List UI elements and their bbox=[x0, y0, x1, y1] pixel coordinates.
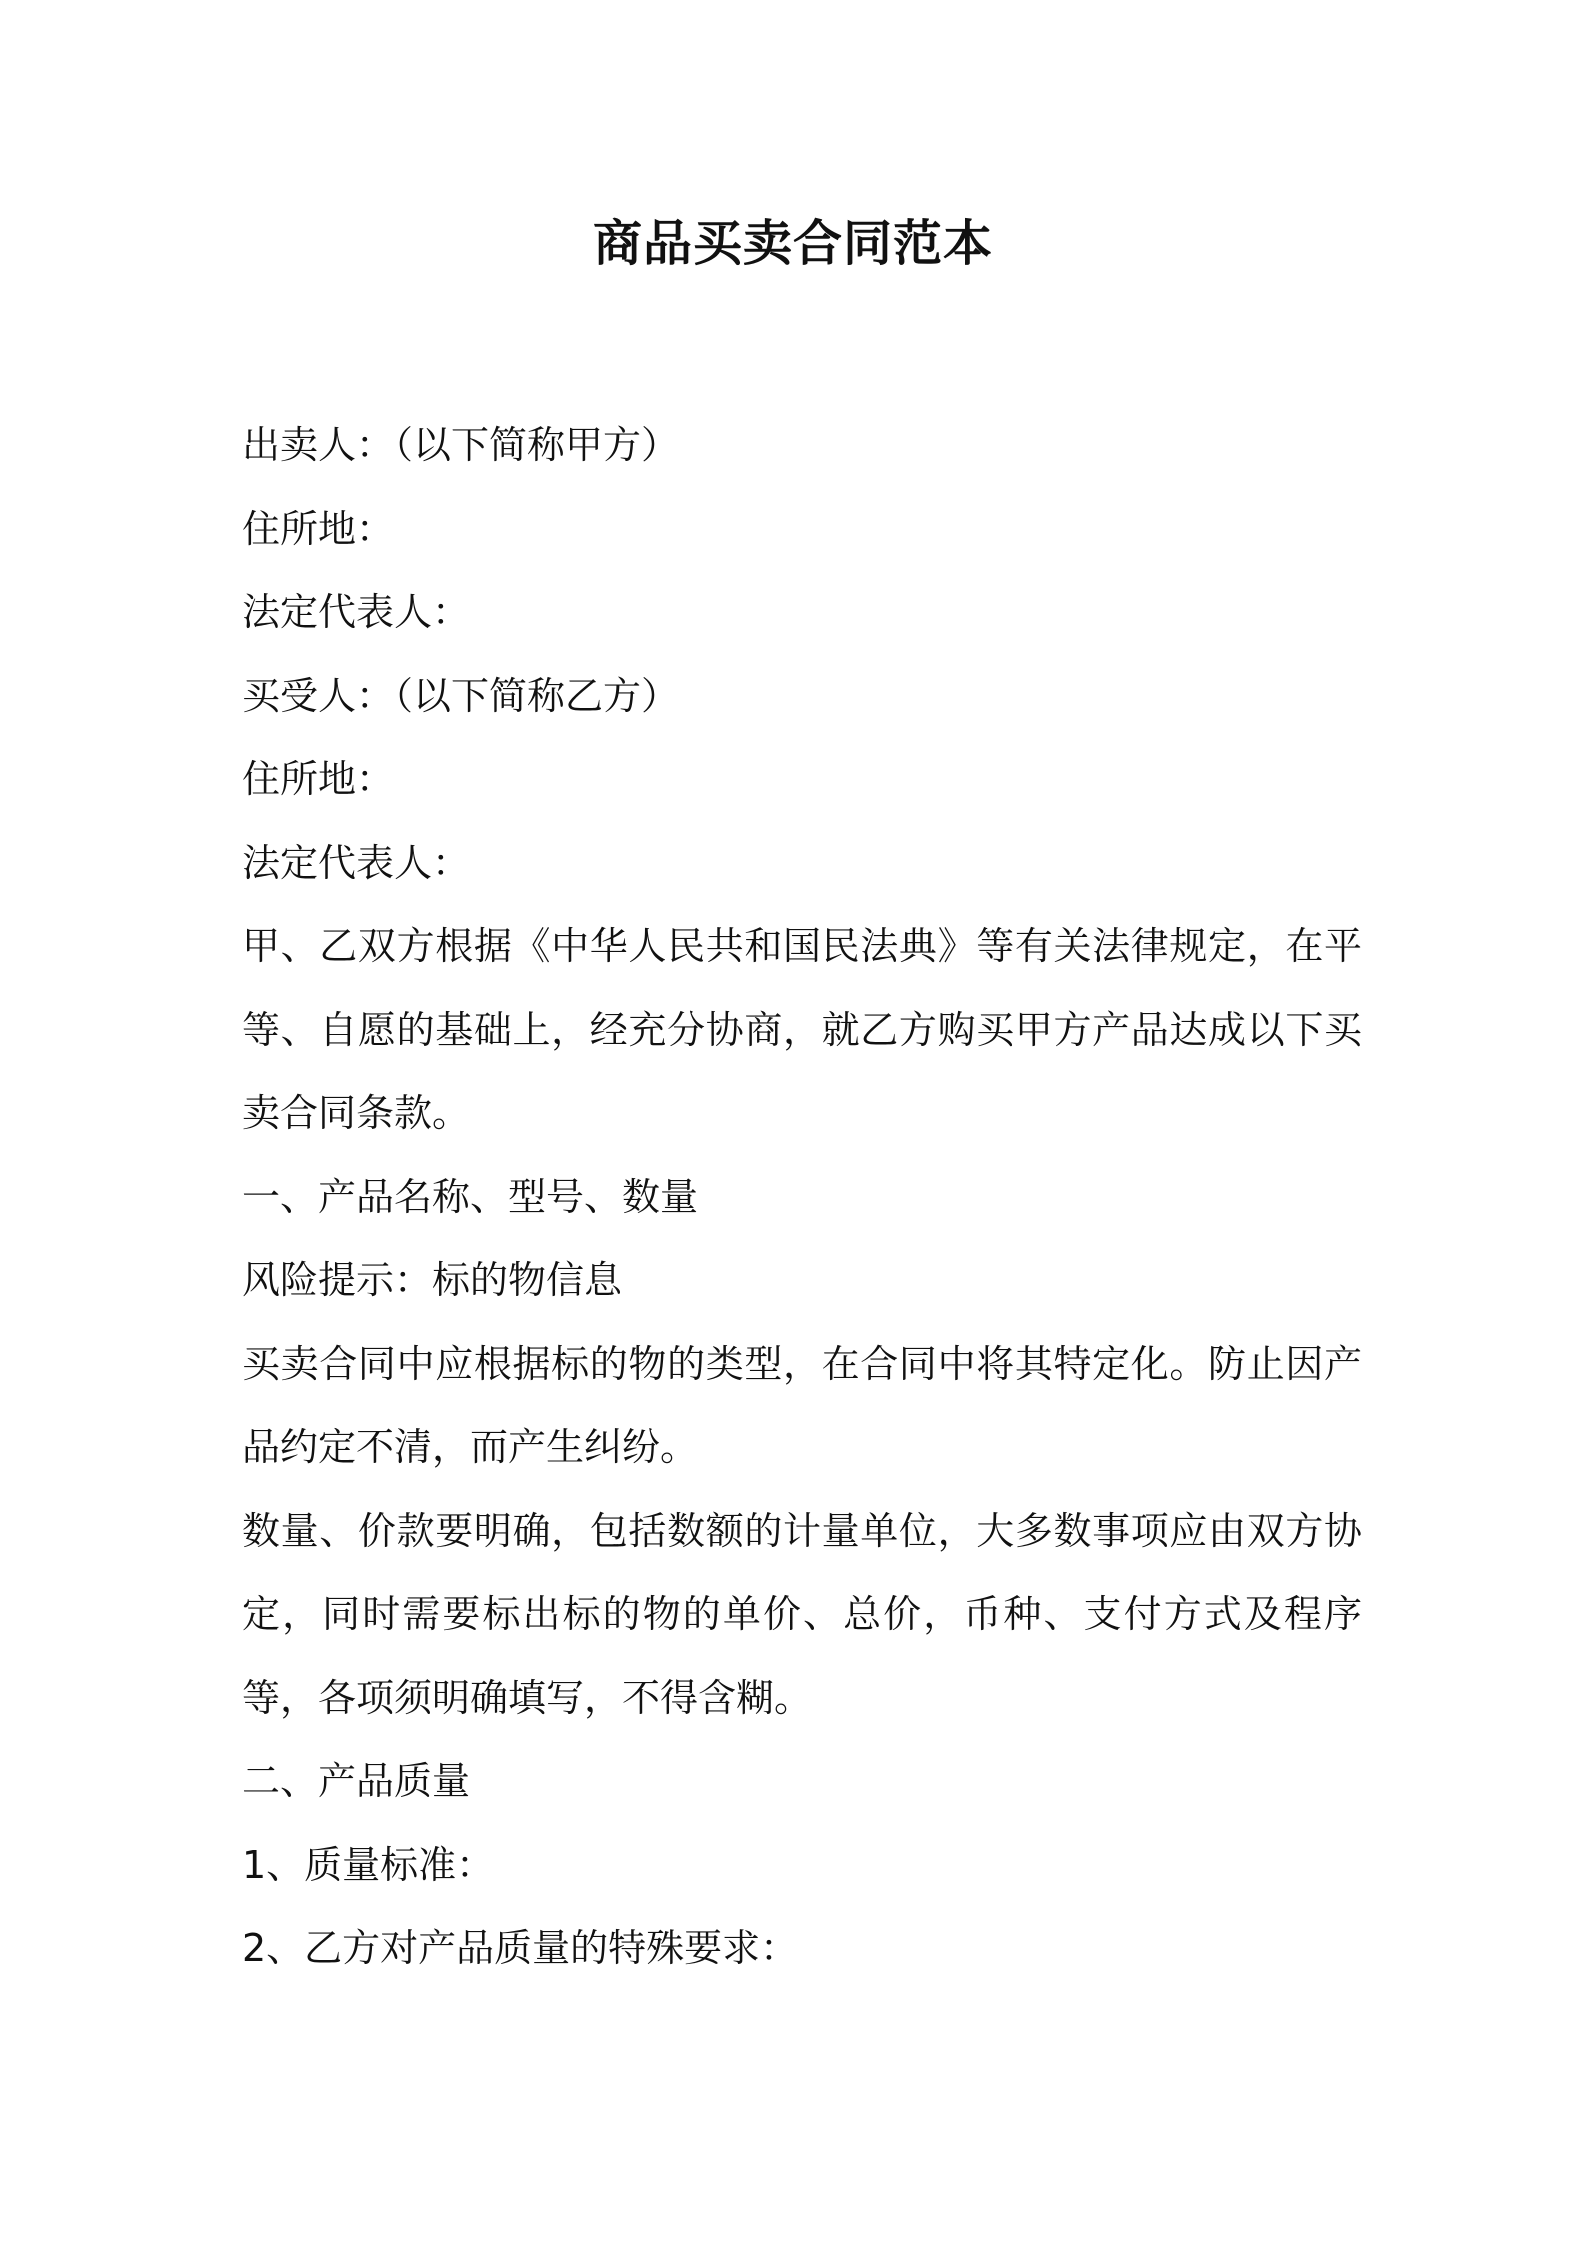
quality-item-2: 2、乙方对产品质量的特殊要求： bbox=[242, 1926, 799, 1970]
buyer-address-line: 住所地： bbox=[242, 757, 395, 801]
risk-paragraph-1: 买卖合同中应根据标的物的类型，在合同中将其特定化。防止因产品约定不清，而产生纠纷。 bbox=[242, 1341, 1362, 1469]
risk-tip-heading: 风险提示：标的物信息 bbox=[242, 1258, 623, 1302]
preamble-paragraph: 甲、乙双方根据《中华人民共和国民法典》等有关法律规定，在平等、自愿的基础上，经充分协商，就乙方购买甲方产品达成以下买卖合同条款。 bbox=[242, 924, 1362, 1135]
buyer-line: 买受人：（以下简称乙方） bbox=[242, 673, 680, 718]
section2-heading: 二、产品质量 bbox=[242, 1759, 471, 1803]
document-title: 商品买卖合同范本 bbox=[592, 215, 993, 272]
seller-address-line: 住所地： bbox=[242, 506, 395, 551]
section1-heading: 一、产品名称、型号、数量 bbox=[242, 1174, 699, 1219]
risk-paragraph-2: 数量、价款要明确，包括数额的计量单位，大多数事项应由双方协定，同时需要标出标的物的单价、总价，币种、支付方式及程序等，各项须明确填写，不得含糊。 bbox=[242, 1508, 1362, 1720]
document-body bbox=[242, 404, 1362, 1991]
quality-item-1: 1、质量标准： bbox=[242, 1842, 495, 1887]
buyer-representative-line: 法定代表人： bbox=[242, 840, 471, 885]
seller-line: 出卖人：（以下简称甲方） bbox=[242, 423, 680, 467]
seller-representative-line: 法定代表人： bbox=[242, 590, 471, 634]
